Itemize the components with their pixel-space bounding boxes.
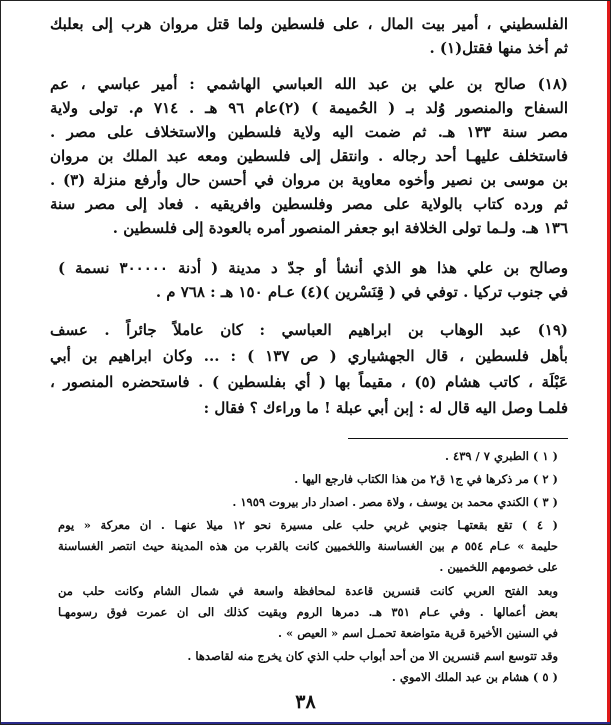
footnote-5: ( ٥ ) هشام بن عبد الملك الاموي .: [391, 670, 558, 684]
footnote-2: ( ٢ ) مر ذكرها في ج١ ق٢ من هذا الكتاب فارجع اليها .: [294, 472, 558, 486]
body-line: بأهل فلسطين ، قال الجهشياري ( ص ١٣٧ ) : ... وكان ابراهيم بن أبي: [50, 347, 568, 365]
footnote-1: ( ١ ) الطبري ٧ / ٤٣٩ .: [445, 449, 558, 463]
body-line: الفلسطيني ، أمير بيت المال ، على فلسطين ولما قتل مروان هرب إلى بعلبك: [50, 15, 568, 33]
body-line: وصالح بن علي هذا هو الذي أنشأ أو جدّ د مدينة ( أدنة ٣٠٠٠٠٠ نسمة ): [58, 259, 568, 277]
footnote-4: ( ٤ ) تقع بقعتهـا جنوبي غربي حلب على مسيرة نحو ١٢ ميلا عنهـا . ان معركة « يوم: [58, 518, 558, 532]
body-line: ١٣٦ هـ. ولـما تولى الخلافة ابو جعفر المنصور أمره بالعودة إلى فلسطين .: [112, 219, 568, 237]
body-line: فلمـا وصل اليه قال له : إبن أبي عبلة ! ما وراءك ؟ فقال :: [203, 399, 568, 417]
body-line: ثم ورده كتاب بالولاية على مصر وفلسطين وافريقيه . فعاد إلى مصر سنة: [50, 195, 568, 213]
body-line: مصر سنة ١٣٣ هـ. ثم ضمت اليه ولاية فلسطين والاستخلاف على مصر .: [50, 123, 568, 141]
window-edge: [1, 722, 610, 724]
footnote-line: في السنين الأخيرة قرية متواضعة تحمـل اسم « العيص » .: [278, 626, 558, 640]
entry-heading-19: (١٩) عبد الوهاب بن ابراهيم العباسي : كان عاملاً جائراً . عسف: [50, 321, 568, 339]
footnote-line: بعض أعمالها . وفي عـام ٣٥١ هـ. دمرها الروم وبقيت كذلك الى ان عمرت فوق رسومهـا: [58, 605, 558, 619]
window-edge: [607, 1, 610, 724]
body-line: بن موسى بن نصير وأخوه معاوية بن مروان في أحسن حال وأرفع منزلة (٣) .: [50, 171, 568, 189]
footnote-3: ( ٣ ) الكندي محمد بن يوسف ، ولاة مصر . اصدار دار بيروت ١٩٥٩ .: [232, 495, 558, 509]
footnote-rule: [348, 438, 568, 439]
footnote-line: وقد تتوسع اسم قنسرين الا من أحد أبواب حلب الذي كان يخرج منه لقاصدها .: [187, 649, 558, 663]
body-line: ثم أخذ منها فقتل(١) .: [429, 39, 568, 57]
footnote-line: حليمة » عـام ٥٥٤ م بين الغساسنة واللخميين كانت بالقرب من هذه المدينة حيث انتصر الغساسنة: [58, 539, 558, 553]
footnote-line: وبعد الفتح العربي كانت قنسرين قاعدة لمحافظة واسعة في شمال الشام وكانت حلب من: [58, 584, 558, 598]
body-line: عَبْلَة ، كاتب هشام (٥) ، مقيماً بها ( أي بفلسطين ) . فاستحضره المنصور ،: [50, 373, 568, 391]
body-line: في جنوب تركيا . توفي في ( قِنَسْرين )(٤) عـام ١٥٠ هـ : ٧٦٨ م .: [155, 283, 568, 301]
entry-heading-18: (١٨) صالح بن علي بن عبد الله العباسي الهاشمي : أمير عباسي ، عم: [50, 75, 568, 93]
footnote-line: على خصومهم اللخميين .: [439, 560, 558, 574]
body-line: فاستخلف عليهـا أحد رجاله . وانتقل إلى فلسطين ومعه عبد الملك بن مروان: [50, 147, 568, 165]
body-line: السفاح والمنصور وُلد بـ ( الحُميمة ) (٢)عام ٩٦ هـ . ٧١٤ م. تولى ولاية: [50, 99, 568, 117]
page-number: ٣٨: [295, 691, 316, 713]
